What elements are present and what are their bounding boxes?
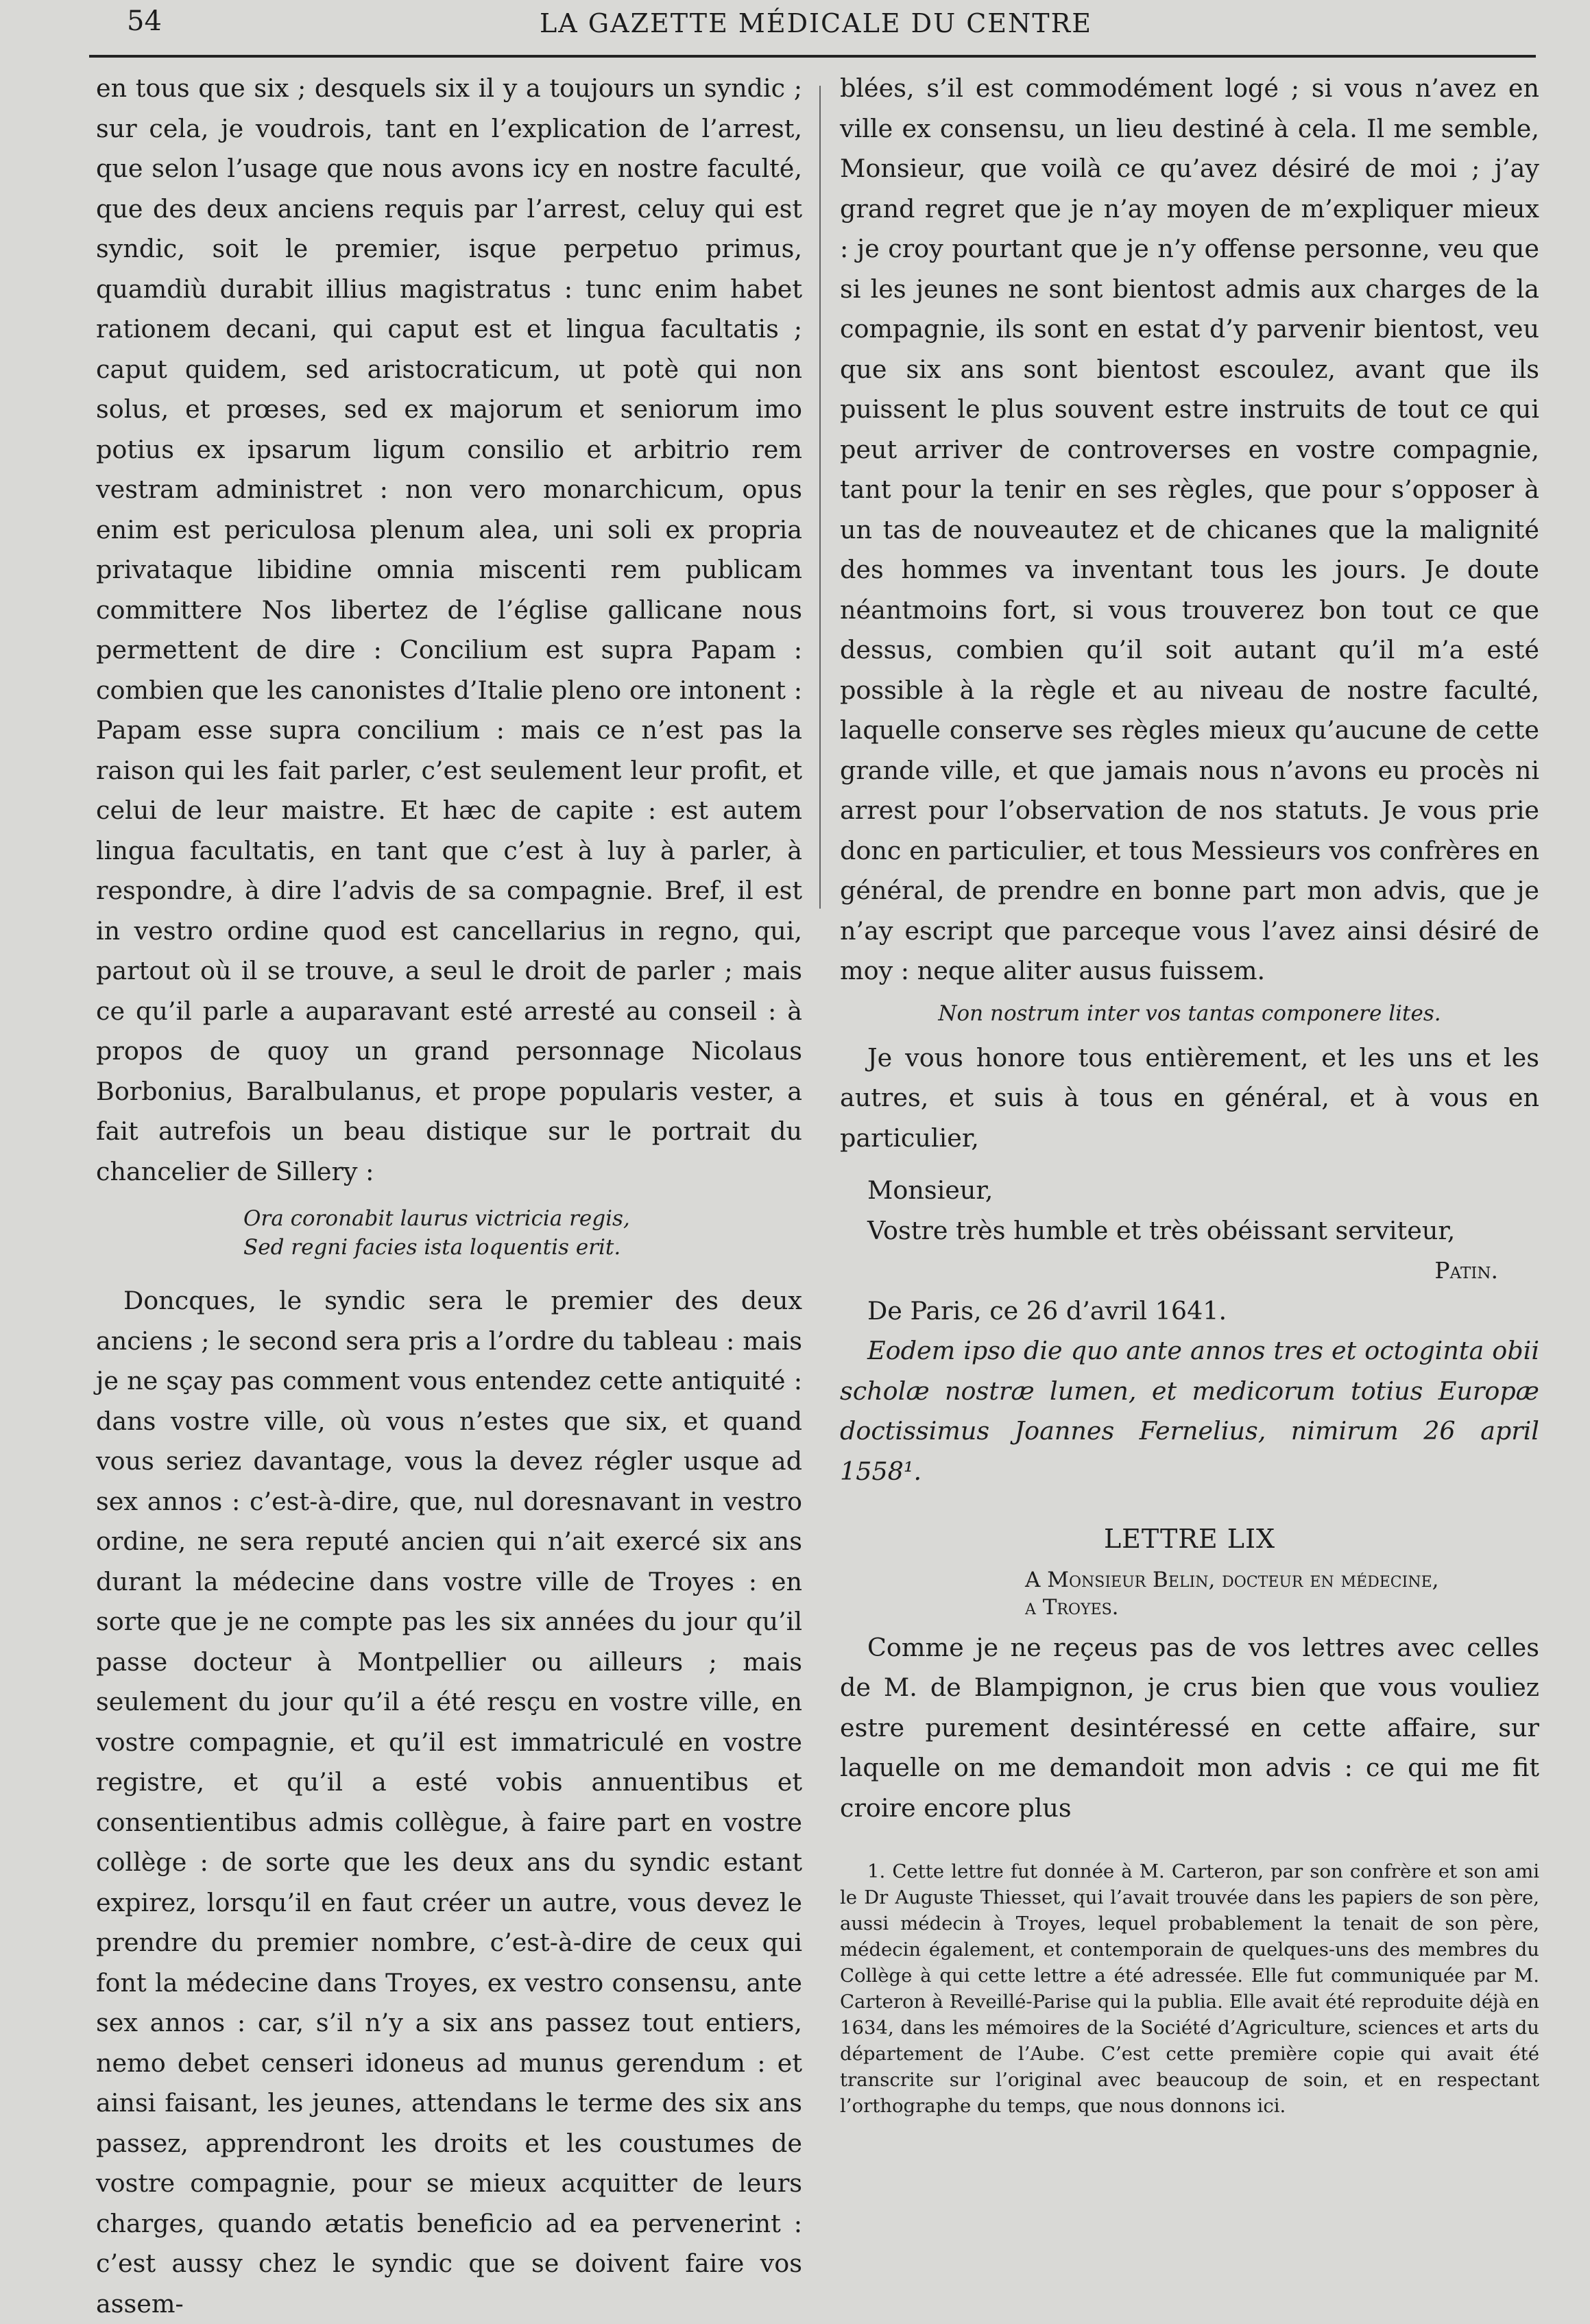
latin-quote: Non nostrum inter vos tantas componere lites. [938,1001,1441,1026]
closing-formula: Vostre très humble et très obéissant serviteur, [867,1215,1456,1245]
right-paragraph-2: Je vous honore tous entièrement, et les uns et les autres, et suis à tous en général, et à vous en particulier, [840,1042,1539,1153]
right-column [840,69,1539,2119]
letter-title: LETTRE LIX [1103,1524,1276,1554]
signature: Patin. [1434,1257,1498,1284]
address-line-2: a Troyes. [1025,1594,1119,1620]
left-column [96,69,802,2324]
page-header [127,5,1505,45]
address-line-1: A Monsieur Belin, docteur en médecine, [1025,1567,1439,1592]
footnote: 1. Cette lettre fut donnée à M. Carteron, par son confrère et son ami le Dr Auguste Thiesset, qui l’avait trouvée dans les papiers de son père, aussi médecin à Troyes, lequel probablement la tenait de son père, médecin également, et contemporain de quelques-uns des membres du Collège à qui cette lettre a été adressée. Elle fut communiquée par M. Carteron à Reveillé-Parise qui la publia. Elle avait été reproduite déjà en 1634, dans les mémoires de la Société d’Agriculture, sciences et arts du département de l’Aube. C’est cette première copie qui avait été transcrite sur l’original avec beaucoup de soin, et en respectant l’orthographe du temps, que nous donnons ici. [840,1860,1539,2117]
page-number: 54 [127,5,162,37]
distich-line-2: Sed regni facies ista loquentis erit. [243,1235,621,1260]
right-paragraph-3: Comme je ne reçeus pas de vos lettres avec celles de M. de Blampignon, je crus bien que vous vouliez estre purement desintéressé en cette affaire, sur laquelle on me demandoit mon advis : ce qui me fit croire encore plus [840,1632,1539,1823]
salutation: Monsieur, [867,1175,993,1205]
distich-line-1: Ora coronabit laurus victricia regis, [243,1206,630,1231]
right-paragraph-1: blées, s’il est commodément logé ; si vous n’avez en ville ex consensu, un lieu destiné à cela. Il me semble, Monsieur, que voilà ce qu’avez désiré de moi ; j’ay grand regret que je n’ay moyen de m’expliquer mieux : je croy pourtant que je n’y offense personne, veu que si les jeunes ne sont bientost admis aux charges de la compagnie, ils sont en estat d’y parvenir bientost, veu que six ans sont bientost escoulez, avant que ils puissent le plus souvent estre instruits de tout ce qui peut arriver de controverses en vostre compagnie, tant pour la tenir en ses règles, que pour s’opposer à un tas de nouveautez et de chicanes que la malignité des hommes va inventant tous les jours. Je doute néantmoins fort, si vous trouverez bon tout ce que dessus, combien qu’il soit autant qu’il m’a esté possible à la règle et au niveau de nostre faculté, laquelle conserve ses règles mieux qu’aucune de cette grande ville, et que jamais nous n’avons eu procès ni arrest pour l’observation de nos statuts. Je vous prie donc en particulier, et tous Messieurs vos confrères en général, de prendre en bonne part mon advis, que je n’ay escript que parceque vous l’avez ainsi désiré de moy : neque aliter ausus fuissem. [840,73,1539,985]
latin-note: Eodem ipso die quo ante annos tres et octoginta obii scholæ nostræ lumen, et medicorum totius Europæ doctissimus Joannes Fernelius, nimirum 26 april 1558¹. [840,1336,1539,1486]
header-rule [89,55,1536,58]
letter-date: De Paris, ce 26 d’avril 1641. [867,1295,1227,1326]
left-paragraph-2: Doncques, le syndic sera le premier des deux anciens ; le second sera pris a l’ordre du tableau : mais je ne sçay pas comment vous entendez cette antiquité : dans vostre ville, où vous n’estes que six, et quand vous seriez davantage, vous la devez régler usque ad sex annos : c’est-à-dire, que, nul doresnavant in vestro ordine, ne sera reputé ancien qui n’ait exercé six ans durant la médecine dans vostre ville de Troyes : en sorte que je ne compte pas les six années du jour qu’il passe docteur à Montpellier ou ailleurs ; mais seulement du jour qu’il a été resçu en vostre ville, en vostre compagnie, et qu’il est immatriculé en vostre registre, et qu’il a esté vobis annuentibus et consentientibus admis collègue, à faire part en vostre collège : de sorte que les deux ans du syndic estant expirez, lorsqu’il en faut créer un autre, vous devez le prendre du premier nombre, c’est-à-dire de ceux qui font la médecine dans Troyes, ex vestro consensu, ante sex annos : car, s’il n’y a six ans passez tout entiers, nemo debet censeri idoneus ad munus gerendum : et ainsi faisant, les jeunes, attendans le terme des six ans passez, apprendront les droits et les coustumes de vostre compagnie, pour se mieux acquitter de leurs charges, quando ætatis beneficio ad ea pervenerint : c’est aussy chez le syndic que se doivent faire vos assem- [96,1286,802,2319]
letter-address [1025,1566,1539,1621]
running-title: LA GAZETTE MÉDICALE DU CENTRE [540,8,1092,38]
left-paragraph-1: en tous que six ; desquels six il y a toujours un syndic ; sur cela, je voudrois, tant en l’explication de l’arrest, que selon l’usage que nous avons icy en nostre faculté, que des deux anciens requis par l’arrest, celuy qui est syndic, soit le premier, isque perpetuo primus, quamdiù durabit illius magistratus : tunc enim habet rationem decani, qui caput est et lingua facultatis ; caput quidem, sed aristocraticum, ut potè qui non solus, et prœses, sed ex majorum et seniorum imo potius ex ipsarum ligum consilio et arbitrio rem vestram administret : non vero monarchicum, opus enim est periculosa plenum alea, uni soli ex propria privataque libidine omnia miscenti rem publicam committere Nos libertez de l’église gallicane nous permettent de dire : Concilium est supra Papam : combien que les canonistes d’Italie pleno ore intonent : Papam esse supra concilium : mais ce n’est pas la raison qui les fait parler, c’est seulement leur profit, et celui de leur maistre. Et hæc de capite : est autem lingua facultatis, en tant que c’est à luy à parler, à respondre, à dire l’advis de sa compagnie. Bref, il est in vestro ordine quod est cancellarius in regno, qui, partout où il se trouve, a seul le droit de parler ; mais ce qu’il parle a auparavant esté arresté au conseil : à propos de quoy un grand personnage Nicolaus Borbonius, Baralbulanus, et prope popularis vester, a fait autrefois un beau distique sur le portrait du chancelier de Sillery : [96,73,802,1186]
distich [243,1204,802,1262]
column-divider [819,86,821,909]
